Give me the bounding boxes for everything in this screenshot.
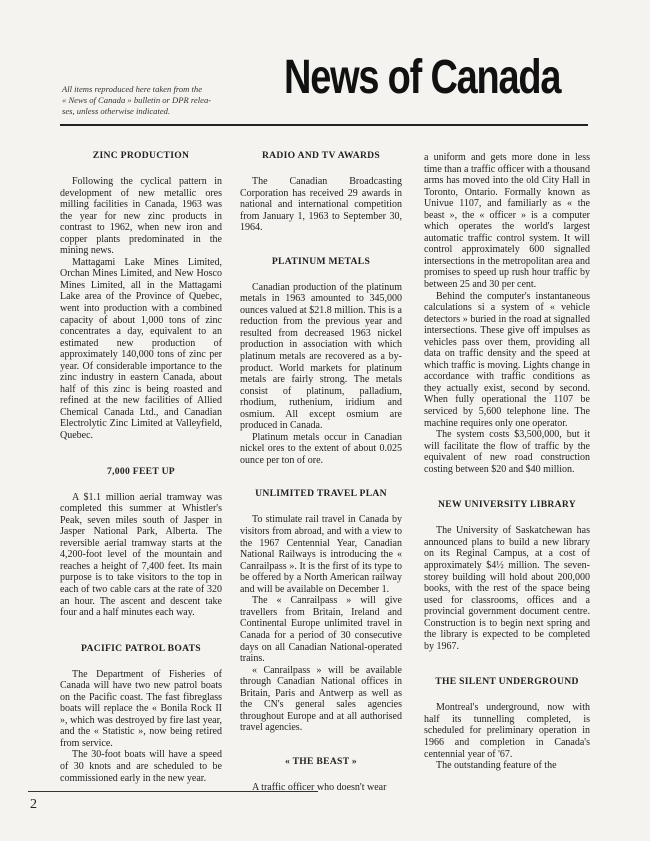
credit-line: ses, unless otherwise indicated. bbox=[62, 106, 171, 116]
article-paragraph: Behind the computer's instantaneous calculations si a system of « vehicle detectors » buried in the road at signalled intersections. These give off impulses as vehicles pass over them, providing all data on traffic density and the speed at which traffic is moving. Lights change in accordance with traffic conditions as they actually exist, second by second. When fully operational the 1107 be serviced by 5,600 telephone line. The machine requires only one operator. bbox=[424, 290, 590, 429]
article-paragraph: Following the cyclical pattern in development of new metallic ores milling facilities in Canada, 1963 was the year for new zinc products in contrast to 1962, when new iron and copper plants predominated in the mining news. bbox=[60, 176, 222, 257]
article-paragraph: Montreal's underground, now with half its tunnelling completed, is scheduled for preliminary operation in 1966 and completion in Canada's centennial year of '67. bbox=[424, 702, 590, 760]
article-paragraph: The « Canrailpass » will give travellers from Britain, Ireland and Continental Europe unlimited travel in Canada for a period of 30 consecutive days on all Canadian National-operated trains. bbox=[240, 595, 402, 665]
article-paragraph: Canadian production of the platinum metals in 1963 amounted to 345,000 ounces valued at $21.8 million. This is a reduction from the previous year and resulted from decreased 1963 nickel production in association with which platinum metals are recovered as a by-product. World markets for platinum metals are fairly strong. The metals consist of platinum, palladium, rhodium, ruthenium, iridium and osmium. All except osmium are produced in Canada. bbox=[240, 281, 402, 432]
credit-note bbox=[62, 84, 240, 117]
article-paragraph: « Canrailpass » will be available through Canadian National offices in Britain, Paris and Antwerp as well as the CN's general sales agencies throughout Europe and at all authorised travel agencies. bbox=[240, 664, 402, 734]
credit-line: « News of Canada » bulletin or DPR relea- bbox=[62, 95, 212, 105]
article-heading: PACIFIC PATROL BOATS bbox=[81, 642, 201, 654]
article-pacific-patrol-boats bbox=[60, 643, 222, 784]
article-paragraph: The system costs $3,500,000, but it will facilitate the flow of traffic by the equivalent of new road construction costing between $20 and $40 million. bbox=[424, 429, 590, 475]
page-number: 2 bbox=[30, 797, 37, 812]
article-heading: UNLIMITED TRAVEL PLAN bbox=[255, 488, 387, 500]
article-the-beast-continued bbox=[424, 152, 590, 475]
masthead-title: News of Canada bbox=[284, 51, 561, 104]
column-3 bbox=[424, 152, 590, 772]
article-heading: NEW UNIVERSITY LIBRARY bbox=[438, 499, 576, 511]
article-new-university-library bbox=[424, 499, 590, 652]
article-paragraph: A traffic officer who doesn't wear bbox=[252, 781, 387, 793]
article-paragraph: The Department of Fisheries of Canada will have two new patrol boats on the Pacific coast. The fast fibreglass boats will replace the « Bonila Rock II », which was destroyed by fire last year, and the « Statistic », now being retired from service. bbox=[60, 668, 222, 749]
article-heading: PLATINUM METALS bbox=[271, 255, 371, 267]
article-heading: THE SILENT UNDERGROUND bbox=[435, 676, 579, 688]
footer-rule bbox=[28, 791, 318, 792]
column-2 bbox=[240, 150, 402, 793]
article-heading: 7,000 FEET UP bbox=[107, 465, 175, 477]
article-paragraph: To stimulate rail travel in Canada by visitors from abroad, and with a view to the 1967 Centennial Year, Canadian National Railways is introducing the « Canrailpass ». It is the first of its type to be offered by a North American railway and will be available on December 1. bbox=[240, 514, 402, 595]
article-paragraph: The Canadian Broadcasting Corporation has received 29 awards in national and international competition from January 1, 1963 to September 30, 1964. bbox=[240, 176, 402, 234]
article-unlimited-travel-plan bbox=[240, 488, 402, 733]
article-paragraph: A $1.1 million aerial tramway was completed this summer at Whistler's Peak, seven miles south of Jasper in Jasper National Park, Alberta. The reversible aerial tramway starts at the 4,200-foot level of the mountain and reaches a height of 7,400 feet. Its main purpose is to take visitors to the top in each of two cable cars at the rate of 320 an hour. The ascent and descent take four and a half minutes each way. bbox=[60, 491, 222, 619]
article-paragraph: The University of Saskatchewan has announced plans to build a new library on its Reginal Campus, at a cost of approximately $4½ million. The seven-storey building will hold about 200,000 books, with the rest of the space being used for classrooms, offices and a provincial government document centre. Construction is to begin next spring and the library is expected to be completed by 1967. bbox=[424, 525, 590, 652]
article-radio-tv-awards bbox=[240, 150, 402, 234]
article-paragraph: a uniform and gets more done in less time than a traffic officer with a thousand arms has moved into the old City Hall in Toronto, Ontario. Formally known as Univue 1107, and familiarly as « the beast », the « officer » is a computer which operates the world's largest automatic traffic control system. It will control approximately 600 signalled intersections in the metropolitan area and promises to speed up rush hour traffic by between 25 and 30 per cent. bbox=[424, 152, 590, 291]
column-1 bbox=[60, 150, 222, 784]
page-header bbox=[0, 0, 650, 128]
article-zinc-production bbox=[60, 150, 222, 442]
article-7000-feet-up bbox=[60, 466, 222, 619]
article-heading: « THE BEAST » bbox=[284, 755, 358, 767]
article-platinum-metals bbox=[240, 256, 402, 467]
article-paragraph: The outstanding feature of the bbox=[436, 760, 557, 772]
header-rule bbox=[60, 124, 588, 126]
article-paragraph: The 30-foot boats will have a speed of 30 knots and are scheduled to be commissioned early in the new year. bbox=[60, 749, 222, 784]
article-silent-underground bbox=[424, 676, 590, 771]
credit-line: All items reproduced here taken from the bbox=[62, 84, 203, 94]
article-the-beast bbox=[240, 756, 402, 794]
article-heading: RADIO AND TV AWARDS bbox=[261, 150, 381, 161]
article-paragraph: Mattagami Lake Mines Limited, Orchan Mines Limited, and New Hosco Mines Limited, all in the Mattagami Lake area of the Province of Quebec, went into production with a combined capacity of about 1,000 tons of zinc concentrates a day, equivalent to an estimated new production of approximately 140,000 tons of zinc per year. Of considerable importance to the zinc industry in eastern Canada, about half of this zinc is being roasted and refined at the new facilities of Allied Chemical Canada Ltd., and Canadian Electrolytic Zinc Limited at Valleyfield, Quebec. bbox=[60, 256, 222, 442]
article-paragraph: Platinum metals occur in Canadian nickel ores to the extent of about 0.025 ounce per ton of ore. bbox=[240, 431, 402, 466]
article-heading: ZINC PRODUCTION bbox=[92, 150, 190, 161]
